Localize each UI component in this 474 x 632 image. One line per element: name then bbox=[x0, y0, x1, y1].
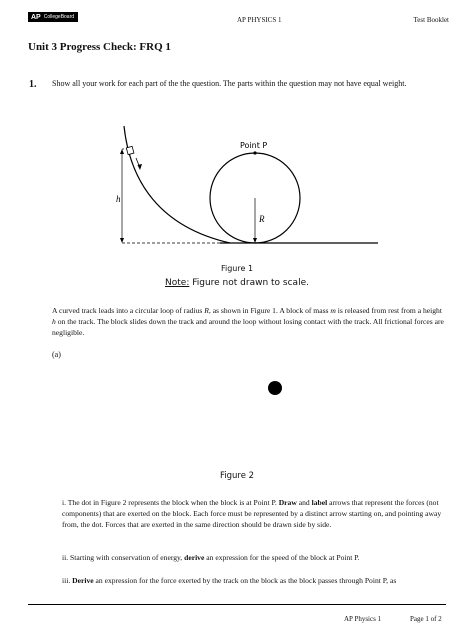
part-a-label: (a) bbox=[52, 350, 61, 359]
subquestion-i: i. The dot in Figure 2 represents the block when the block is at Point P. Draw and label arrows that represent the forces (not components) that are exerted on the block. Each force must be represented by a distinct arrow starting on, and pointing away from, the dot. Forces that are exerted in the same direction should be drawn side by side. bbox=[62, 498, 442, 529]
logo-collegeboard-text: CollegeBoard bbox=[43, 14, 75, 20]
curved-track bbox=[124, 126, 230, 243]
block-dot bbox=[268, 381, 282, 395]
ap-collegeboard-logo bbox=[28, 12, 78, 22]
problem-paragraph: A curved track leads into a circular loop of radius R, as shown in Figure 1. A block of mass m is released from rest from a height h on the track. The block slides down the track and around the loop without losing contact with the track. All frictional forces are negligible. bbox=[52, 306, 444, 337]
header-booklet: Test Booklet bbox=[413, 16, 449, 24]
note-text: Figure not drawn to scale. bbox=[189, 278, 309, 288]
footer-course: AP Physics 1 bbox=[344, 615, 382, 623]
figure-1-caption: Figure 1 bbox=[220, 264, 254, 273]
block bbox=[126, 146, 134, 154]
point-p-label: Point P bbox=[240, 141, 268, 150]
logo-ap-text: AP bbox=[31, 13, 41, 21]
height-label: h bbox=[116, 194, 121, 204]
note-prefix: Note: bbox=[165, 278, 190, 288]
subquestion-ii: ii. Starting with conservation of energy, derive an expression for the speed of the block at Point P. bbox=[62, 553, 360, 562]
page-title: Unit 3 Progress Check: FRQ 1 bbox=[28, 41, 171, 53]
question-instructions: Show all your work for each part of the the question. The parts within the question may not have equal weight. bbox=[52, 79, 407, 88]
question-number: 1. bbox=[29, 79, 37, 90]
subquestion-iii: iii. Derive an expression for the force exerted by the track on the block as the block passes through Point P, as bbox=[62, 576, 397, 585]
figure-note bbox=[0, 278, 474, 288]
figure-1-diagram bbox=[110, 122, 390, 250]
footer-divider bbox=[28, 604, 446, 605]
radius-label: R bbox=[259, 214, 265, 224]
figure-2-caption: Figure 2 bbox=[219, 471, 255, 481]
header-subject: AP PHYSICS 1 bbox=[237, 16, 282, 24]
footer-page-number: Page 1 of 2 bbox=[410, 615, 442, 623]
point-p-dot bbox=[253, 151, 256, 154]
